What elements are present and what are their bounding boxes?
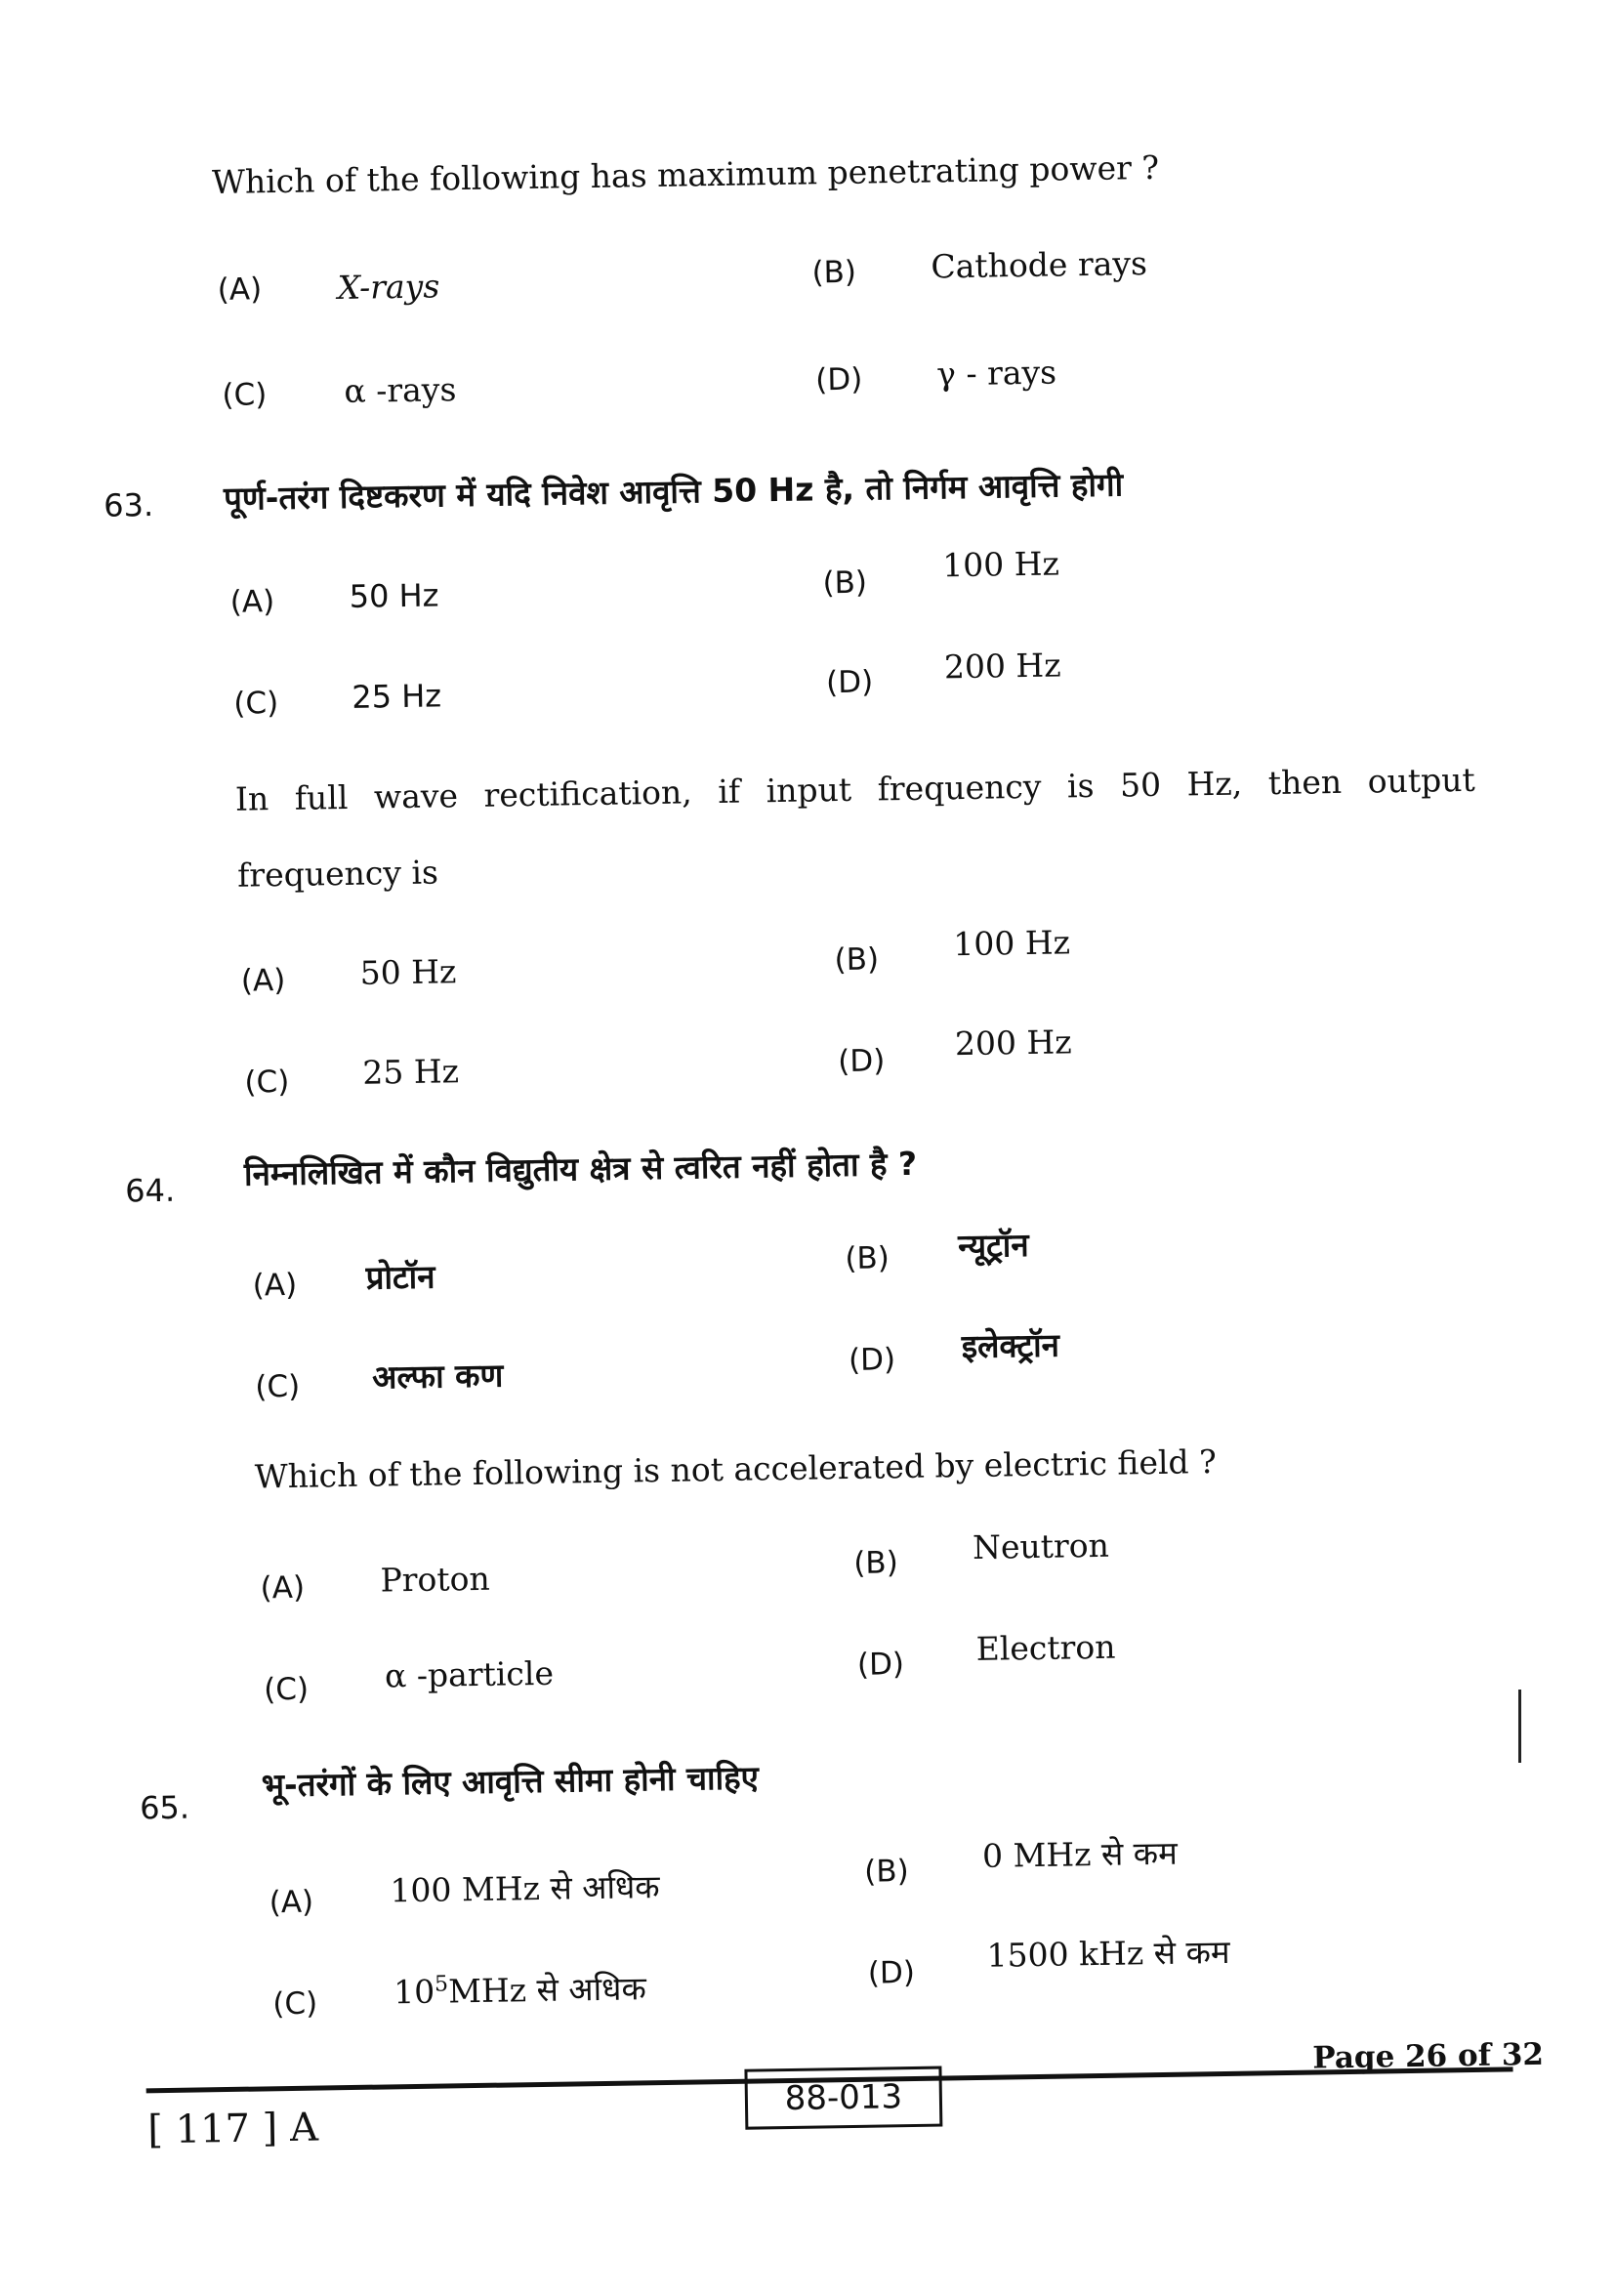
- option-label: (B): [822, 564, 868, 602]
- option-label: (D): [867, 1954, 916, 1991]
- page-number: Page 26 of 32: [1312, 2036, 1545, 2076]
- option-text: 50 Hz: [349, 576, 439, 615]
- option-label: (C): [263, 1671, 310, 1708]
- option-label: (D): [814, 361, 863, 398]
- option-label: (A): [217, 271, 263, 308]
- option-label: (C): [272, 1985, 318, 2023]
- option-label: (D): [837, 1043, 886, 1080]
- word: rectification,: [483, 772, 693, 814]
- option-text: Proton: [380, 1559, 491, 1600]
- word: wave: [373, 776, 459, 816]
- word: Hz,: [1186, 764, 1243, 804]
- option-text: 200 Hz: [954, 1023, 1072, 1064]
- unit-text: MHz से अधिक: [447, 1969, 647, 2011]
- option-text: 25 Hz: [362, 1052, 460, 1092]
- option-text: न्यूट्रॉन: [957, 1226, 1029, 1266]
- option-text: Cathode rays: [931, 243, 1148, 286]
- option-text: Electron: [975, 1627, 1116, 1668]
- paper-code-box: 88-013: [744, 2066, 942, 2130]
- option-text: 25 Hz: [352, 677, 442, 716]
- option-text: 100 MHz से अधिक: [390, 1867, 660, 1910]
- question-63-english-line1: [235, 761, 1475, 818]
- option-label: (A): [260, 1569, 306, 1607]
- option-text: 100 Hz: [953, 923, 1071, 964]
- option-text: अल्फा कण: [371, 1356, 504, 1397]
- question-64-hindi: निम्नलिखित में कौन विद्युतीय क्षेत्र से त्वरित नहीं होता है ?: [243, 1144, 918, 1193]
- option-text: α -particle: [384, 1653, 555, 1695]
- option-text: 1500 kHz से कम: [986, 1932, 1230, 1975]
- option-text: 50 Hz: [359, 952, 457, 992]
- base: 10: [393, 1972, 435, 2012]
- option-label: (C): [244, 1064, 290, 1101]
- option-label: (A): [269, 1884, 314, 1921]
- option-text: 200 Hz: [943, 646, 1061, 687]
- word: output: [1367, 760, 1475, 801]
- question-63-hindi: पूर्ण-तरंग दिष्टकरण में यदि निवेश आवृत्ति 50 Hz है, तो निर्गम आवृत्ति होगी: [223, 465, 1124, 518]
- option-text: प्रोटॉन: [365, 1257, 435, 1297]
- word: input: [766, 770, 852, 811]
- option-label: (D): [848, 1342, 896, 1378]
- option-text: Neutron: [972, 1525, 1110, 1566]
- exponent: 5: [434, 1972, 449, 1997]
- option-label: (A): [240, 962, 286, 999]
- option-label: (B): [834, 941, 880, 979]
- option-text: α -rays: [344, 370, 457, 410]
- option-label: (C): [255, 1368, 301, 1405]
- word: frequency: [877, 767, 1042, 809]
- question-64-english: Which of the following is not accelerated by electric field ?: [254, 1442, 1218, 1496]
- option-text: [393, 1965, 646, 2013]
- word: if: [717, 772, 741, 811]
- option-label: (A): [252, 1267, 298, 1304]
- option-text: 100 Hz: [941, 544, 1060, 585]
- question-number: 64.: [124, 1171, 176, 1210]
- option-label: (C): [222, 377, 268, 413]
- option-text: 0 MHz से कम: [981, 1833, 1179, 1875]
- option-label: (D): [856, 1647, 905, 1683]
- option-label: (B): [863, 1854, 910, 1890]
- option-text: इलेक्ट्रॉन: [961, 1325, 1060, 1366]
- option-label: (D): [825, 664, 874, 701]
- option-label: (B): [853, 1545, 899, 1581]
- option-label: (C): [233, 686, 279, 722]
- word: then: [1267, 762, 1343, 803]
- question-number: 63.: [103, 486, 154, 524]
- option-label: (A): [229, 584, 275, 620]
- question-62-english: Which of the following has maximum penetrating power ?: [211, 147, 1160, 202]
- option-label: (B): [845, 1240, 890, 1276]
- question-63-english-line2: frequency is: [236, 853, 439, 895]
- word: is: [1066, 766, 1095, 806]
- question-number: 65.: [139, 1788, 190, 1827]
- scan-mark: [1518, 1690, 1521, 1763]
- series-code: [ 117 ] A: [146, 2105, 319, 2153]
- word: In: [234, 779, 269, 818]
- option-label: (B): [811, 254, 857, 291]
- question-65-hindi: भू-तरंगों के लिए आवृत्ति सीमा होनी चाहिए: [261, 1758, 760, 1805]
- option-text: X-rays: [337, 267, 440, 308]
- option-text: γ - rays: [935, 353, 1057, 394]
- word: 50: [1119, 765, 1162, 805]
- word: full: [294, 777, 349, 817]
